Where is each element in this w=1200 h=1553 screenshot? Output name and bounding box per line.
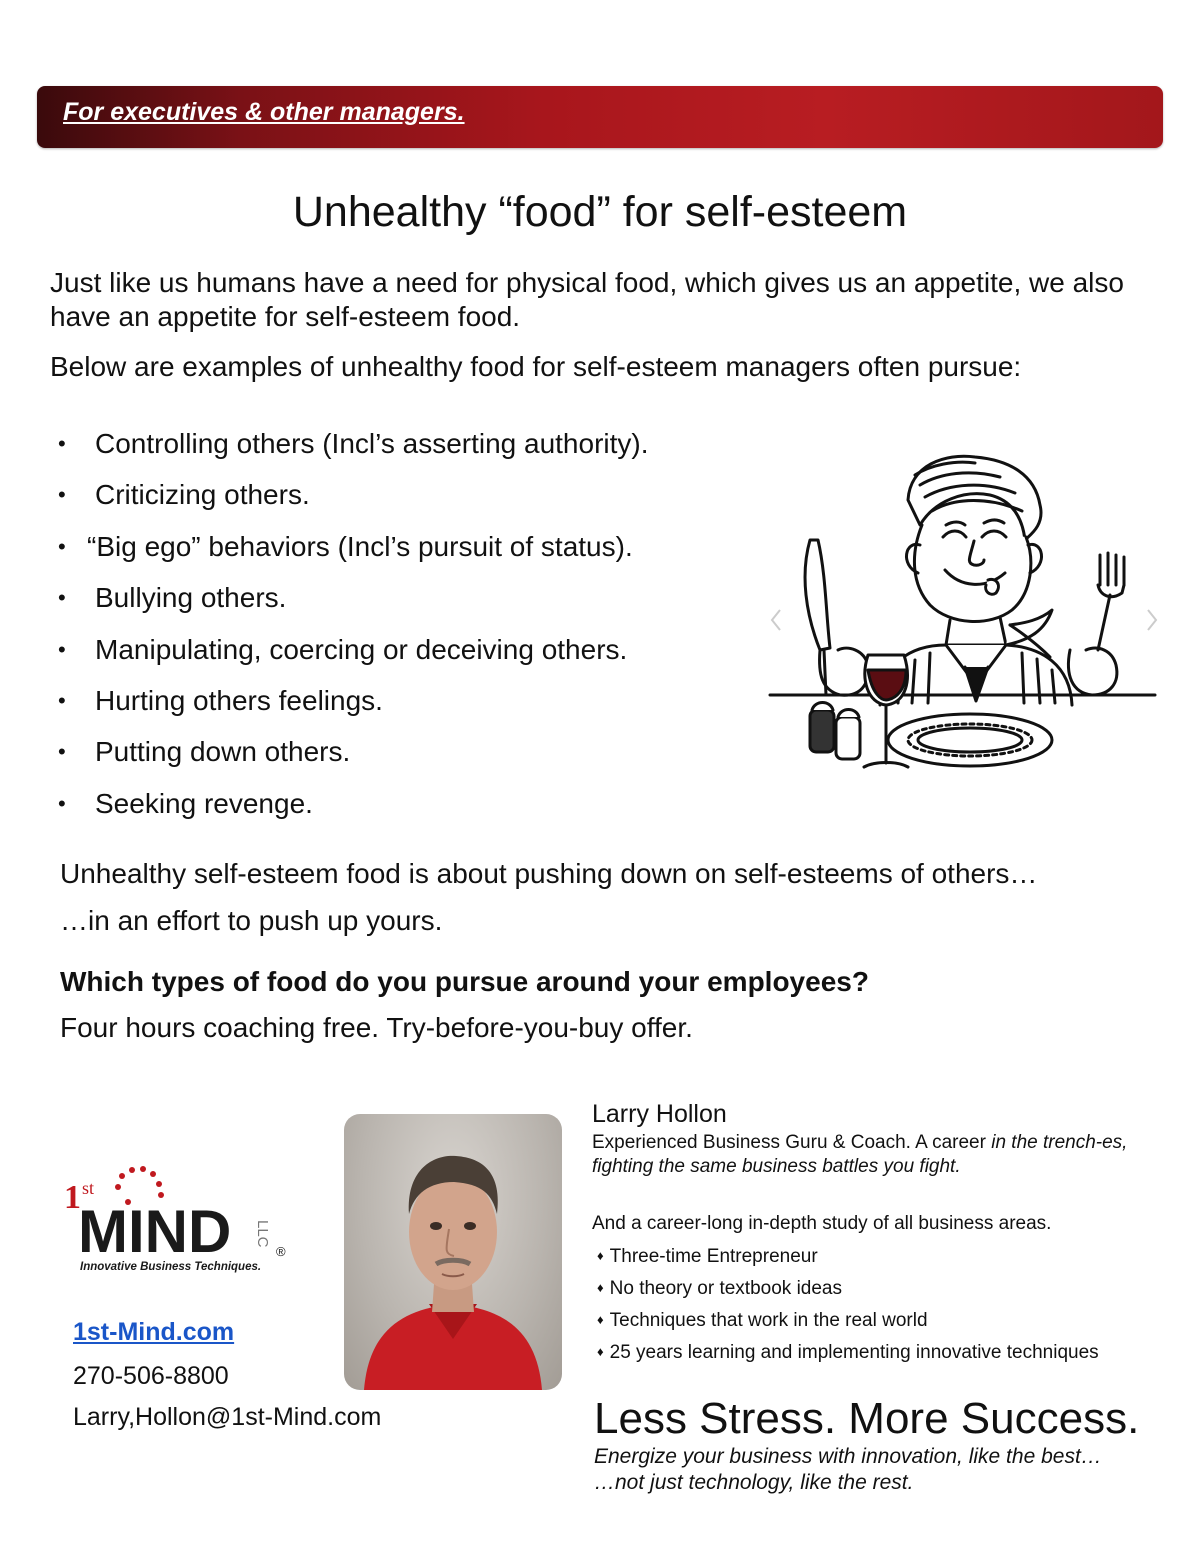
header-banner (37, 86, 1163, 148)
list-item-text: “Big ego” behaviors (Incl’s pursuit of status). (87, 530, 633, 562)
bullet-icon: • (58, 636, 66, 662)
hungry-diner-illustration (760, 445, 1165, 785)
list-item-text: Bullying others. (95, 582, 287, 614)
list-item (597, 1339, 1099, 1371)
list-item (597, 1307, 1099, 1339)
registered-icon: ® (276, 1244, 286, 1259)
list-item-text: Hurting others feelings. (95, 684, 383, 716)
website-link[interactable]: 1st-Mind.com (73, 1318, 235, 1346)
logo-llc: LLC (254, 1220, 271, 1248)
logo-one: 1 (64, 1179, 81, 1216)
slogan: Less Stress. More Success. (594, 1394, 1140, 1443)
feature-text: Techniques that work in the real world (609, 1310, 928, 1331)
logo-superscript: st (82, 1178, 95, 1198)
diamond-icon: ♦ (597, 1280, 604, 1295)
list-item-text: Putting down others. (95, 736, 351, 768)
list-item (597, 1275, 1099, 1307)
offer-text: Four hours coaching free. Try-before-you-buy offer. (60, 1012, 693, 1043)
bio-tagline-italic: in the trench-es, fighting the same business battles you fight. (592, 1132, 1128, 1177)
diamond-icon: ♦ (597, 1312, 604, 1327)
feature-text: No theory or textbook ideas (609, 1278, 842, 1299)
summary-paragraph (60, 850, 1180, 944)
list-item-text: Criticizing others. (95, 479, 310, 511)
bullet-icon: • (58, 482, 66, 508)
portrait-photo (344, 1114, 562, 1390)
phone-number: 270-506-8800 (73, 1362, 229, 1390)
question-heading: Which types of food do you pursue around your employees? (60, 966, 869, 997)
list-item (597, 1243, 1099, 1275)
bullet-icon: • (58, 739, 66, 765)
bio-tagline-plain: Experienced Business Guru & Coach. A career (592, 1132, 992, 1153)
bullet-icon: • (58, 533, 66, 559)
bio-tagline (592, 1131, 1182, 1179)
bullet-icon: • (58, 585, 66, 611)
logo-word: MIND (78, 1198, 232, 1265)
intro-paragraph: Just like us humans have a need for physical food, which gives us an appetite, we also have an appetite for self-esteem food. (50, 267, 1124, 332)
page-title: Unhealthy “food” for self-esteem (292, 188, 908, 236)
bio-study: And a career-long in-depth study of all business areas. (592, 1213, 1052, 1234)
bullet-icon: • (58, 687, 66, 713)
company-logo (62, 1160, 302, 1280)
diamond-icon: ♦ (597, 1344, 604, 1359)
logo-tagline: Innovative Business Techniques. (80, 1261, 262, 1273)
slogan-sub-2: …not just technology, like the rest. (594, 1471, 914, 1494)
bullet-icon: • (58, 790, 66, 816)
summary-line-1: Unhealthy self-esteem food is about pushing down on self-esteems of others… (60, 858, 1038, 889)
banner-title: For executives & other managers. (63, 98, 465, 126)
bio-features (597, 1243, 1099, 1371)
bio-name: Larry Hollon (592, 1100, 727, 1128)
diamond-icon: ♦ (597, 1248, 604, 1263)
feature-text: Three-time Entrepreneur (609, 1246, 818, 1267)
list-item-text: Seeking revenge. (95, 787, 313, 819)
email-address: Larry,Hollon@1st-Mind.com (73, 1403, 382, 1431)
list-item-text: Controlling others (Incl’s asserting authority). (95, 428, 649, 459)
bullet-icon: • (58, 431, 66, 456)
slogan-sub-1: Energize your business with innovation, like the best… (594, 1445, 1102, 1468)
examples-intro: Below are examples of unhealthy food for self-esteem managers often pursue: (50, 351, 1022, 382)
summary-line-2: …in an effort to push up yours. (60, 905, 443, 936)
list-item-text: Manipulating, coercing or deceiving others. (95, 633, 628, 665)
feature-text: 25 years learning and implementing innovative techniques (609, 1342, 1099, 1363)
